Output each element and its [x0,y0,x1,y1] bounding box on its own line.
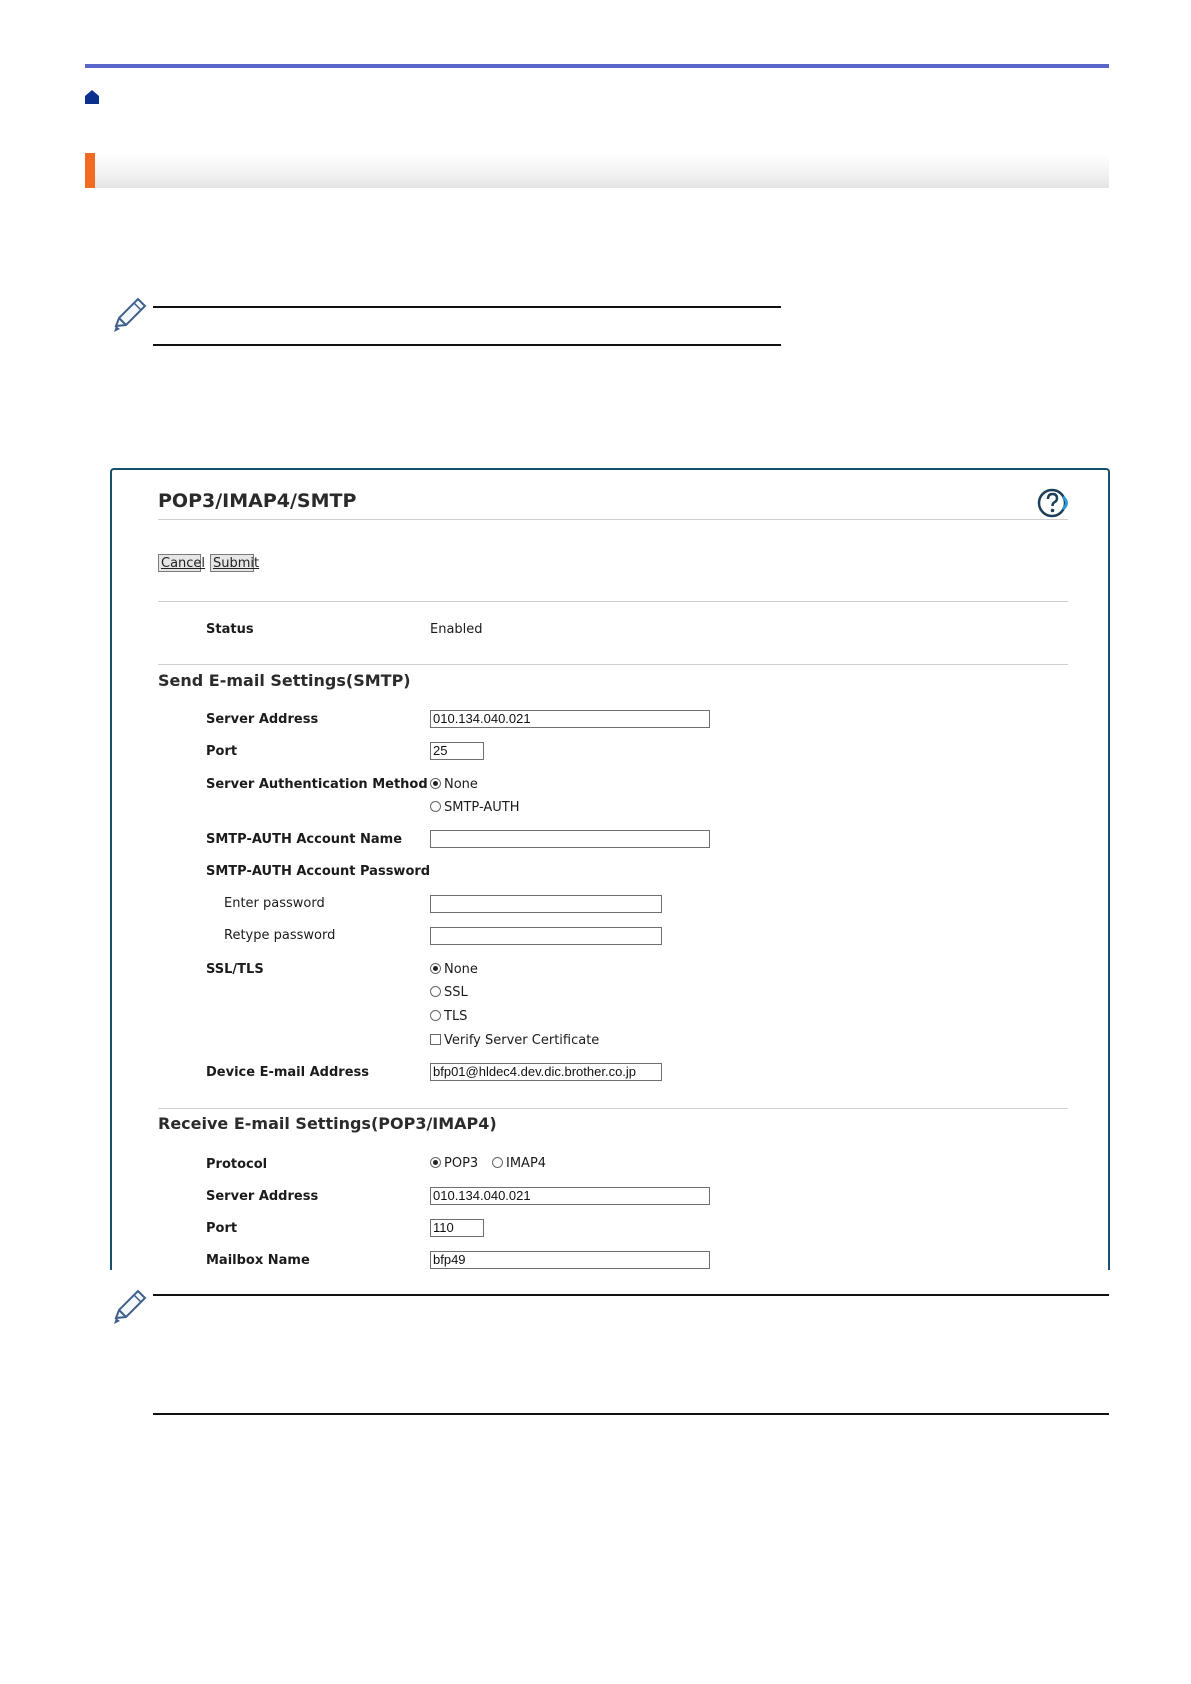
section-accent [85,153,95,188]
pencil-note-icon [110,296,148,334]
protocol-pop3-label: POP3 [444,1156,479,1171]
top-rule [85,64,1109,68]
smtp-server-address-input[interactable]: 010.134.040.021 [430,710,710,728]
cancel-button[interactable]: Cancel [158,554,201,572]
protocol-label: Protocol [206,1157,268,1172]
status-label: Status [206,622,254,637]
ssl-ssl-label: SSL [444,985,468,1000]
note2-bottom-line [153,1413,1109,1415]
smtp-port-input[interactable]: 25 [430,742,484,760]
auth-none-radio[interactable] [430,778,441,789]
receive-port-label: Port [206,1221,238,1236]
auth-smtp-auth-option[interactable] [430,800,520,815]
mailbox-name-label: Mailbox Name [206,1253,310,1268]
auth-none-option[interactable] [430,777,478,792]
ssl-none-radio[interactable] [430,963,441,974]
receive-port-input[interactable]: 110 [430,1219,484,1237]
device-email-input[interactable]: bfp01@hldec4.dev.dic.brother.co.jp [430,1063,662,1081]
enter-password-input[interactable] [430,895,662,913]
enter-password-label: Enter password [224,896,325,911]
mailbox-name-input[interactable]: bfp49 [430,1251,710,1269]
verify-certificate-option[interactable] [430,1033,599,1048]
protocol-pop3-radio[interactable] [430,1157,441,1168]
ssl-none-label: None [444,962,478,977]
auth-smtp-auth-label: SMTP-AUTH [444,800,520,815]
section-title-bar [85,153,1109,188]
smtp-heading: Send E-mail Settings(SMTP) [158,671,411,690]
auth-none-label: None [444,777,478,792]
verify-certificate-checkbox[interactable] [430,1034,441,1045]
smtp-divider [158,1108,1068,1109]
ssl-none-option[interactable] [430,962,478,977]
title-divider [158,519,1068,520]
note2-top-line [153,1294,1109,1296]
protocol-imap4-label: IMAP4 [506,1156,547,1171]
buttons-divider [158,601,1068,602]
submit-button[interactable]: Submit [210,554,254,572]
auth-method-label: Server Authentication Method [206,777,428,792]
ssl-tls-option[interactable] [430,1009,467,1024]
protocol-imap4-radio[interactable] [492,1157,503,1168]
retype-password-input[interactable] [430,927,662,945]
account-name-input[interactable] [430,830,710,848]
panel-title: POP3/IMAP4/SMTP [158,490,357,512]
ssl-tls-label: SSL/TLS [206,962,264,977]
smtp-server-address-label: Server Address [206,712,319,727]
ssl-tls-option-label: TLS [444,1009,468,1024]
receive-server-address-label: Server Address [206,1189,319,1204]
note-top-line [153,306,781,308]
status-divider [158,664,1068,665]
auth-smtp-auth-radio[interactable] [430,801,441,812]
protocol-imap4-option[interactable] [492,1156,546,1171]
device-email-label: Device E-mail Address [206,1065,369,1080]
smtp-port-label: Port [206,744,238,759]
account-name-label: SMTP-AUTH Account Name [206,832,403,847]
ssl-ssl-option[interactable] [430,985,468,1000]
help-icon[interactable] [1037,487,1071,519]
note-bottom-line [153,344,781,346]
account-password-label: SMTP-AUTH Account Password [206,864,431,879]
pencil-note-icon [110,1288,148,1326]
receive-server-address-input[interactable]: 010.134.040.021 [430,1187,710,1205]
protocol-pop3-option[interactable] [430,1156,478,1171]
ssl-ssl-radio[interactable] [430,986,441,997]
home-icon[interactable] [84,89,100,105]
verify-certificate-label: Verify Server Certificate [444,1033,600,1048]
retype-password-label: Retype password [224,928,336,943]
receive-heading: Receive E-mail Settings(POP3/IMAP4) [158,1114,497,1133]
status-value: Enabled [430,622,483,637]
ssl-tls-radio[interactable] [430,1010,441,1021]
